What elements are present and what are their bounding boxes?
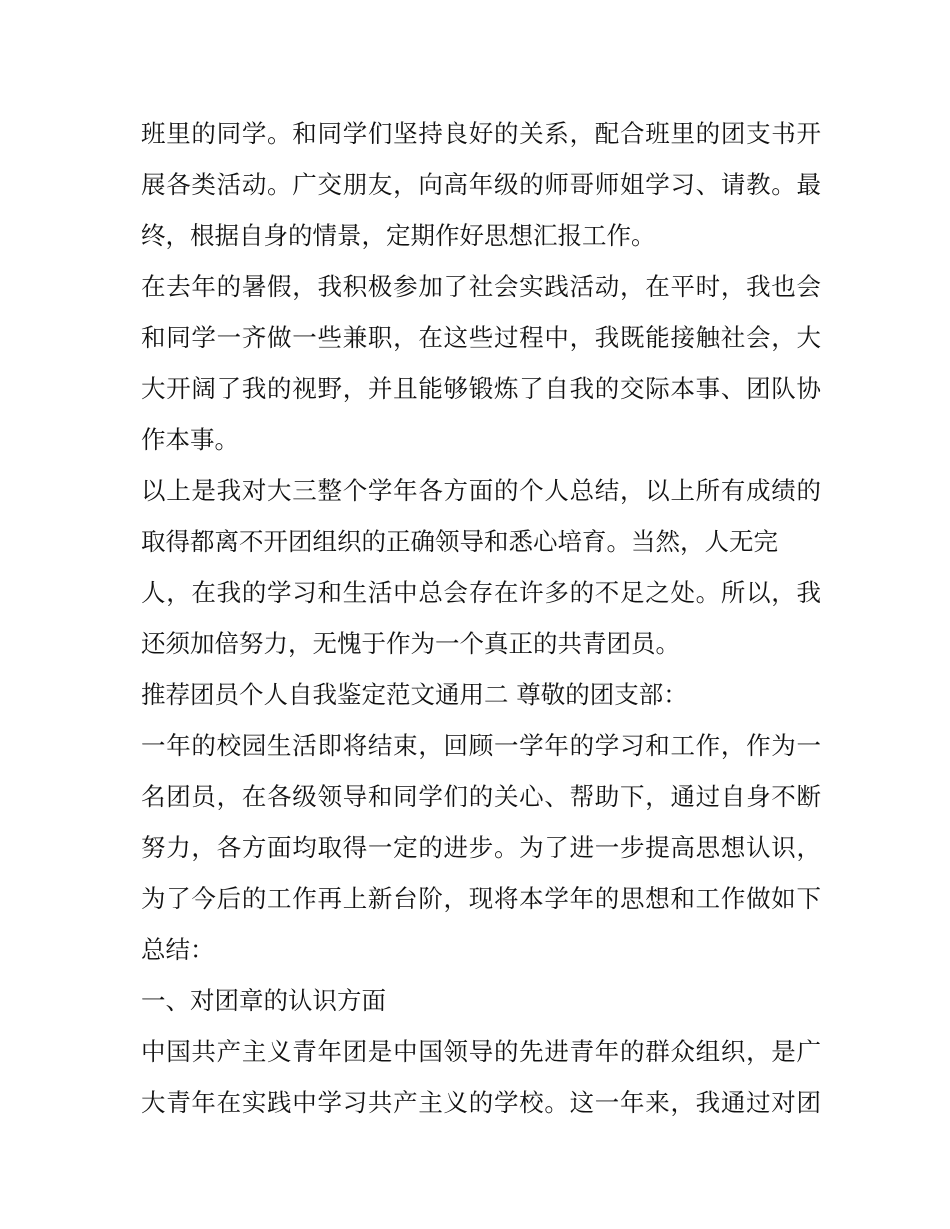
text-line: 终，根据自身的情景，定期作好思想汇报工作。 [141,221,656,250]
text-line: 一年的校园生活即将结束，回顾一学年的学习和工作，作为一 [141,731,821,760]
text-line: 名团员，在各级领导和同学们的关心、帮助下，通过自身不断 [141,782,821,811]
text-line: 还须加倍努力，无愧于作为一个真正的共青团员。 [141,629,680,658]
text-line: 人，在我的学习和生活中总会存在许多的不足之处。所以，我 [141,578,821,607]
text-line: 取得都离不开团组织的正确领导和悉心培育。当然，人无完 [141,527,778,556]
text-line: 中国共产主义青年团是中国领导的先进青年的群众组织，是广 [141,1037,821,1066]
text-line: 班里的同学。和同学们坚持良好的关系，配合班里的团支书开 [141,119,821,148]
document-body [141,108,821,1128]
text-line: 努力，各方面均取得一定的进步。为了进一步提高思想认识， [141,833,821,862]
text-line: 为了今后的工作再上新台阶，现将本学年的思想和工作做如下 [141,884,821,913]
text-line: 总结： [141,935,215,964]
text-line: 以上是我对大三整个学年各方面的个人总结，以上所有成绩的 [141,476,821,505]
text-line: 和同学一齐做一些兼职，在这些过程中，我既能接触社会，大 [141,323,821,352]
text-line: 大开阔了我的视野，并且能够锻炼了自我的交际本事、团队协 [141,374,821,403]
text-line: 在去年的暑假，我积极参加了社会实践活动，在平时，我也会 [141,272,821,301]
text-line: 一、对团章的认识方面 [141,986,386,1015]
text-line: 展各类活动。广交朋友，向高年级的师哥师姐学习、请教。最 [141,170,821,199]
text-line: 作本事。 [141,425,239,454]
text-line: 大青年在实践中学习共产主义的学校。这一年来，我通过对团 [141,1088,821,1117]
text-line: 推荐团员个人自我鉴定范文通用二 尊敬的团支部： [141,680,688,709]
